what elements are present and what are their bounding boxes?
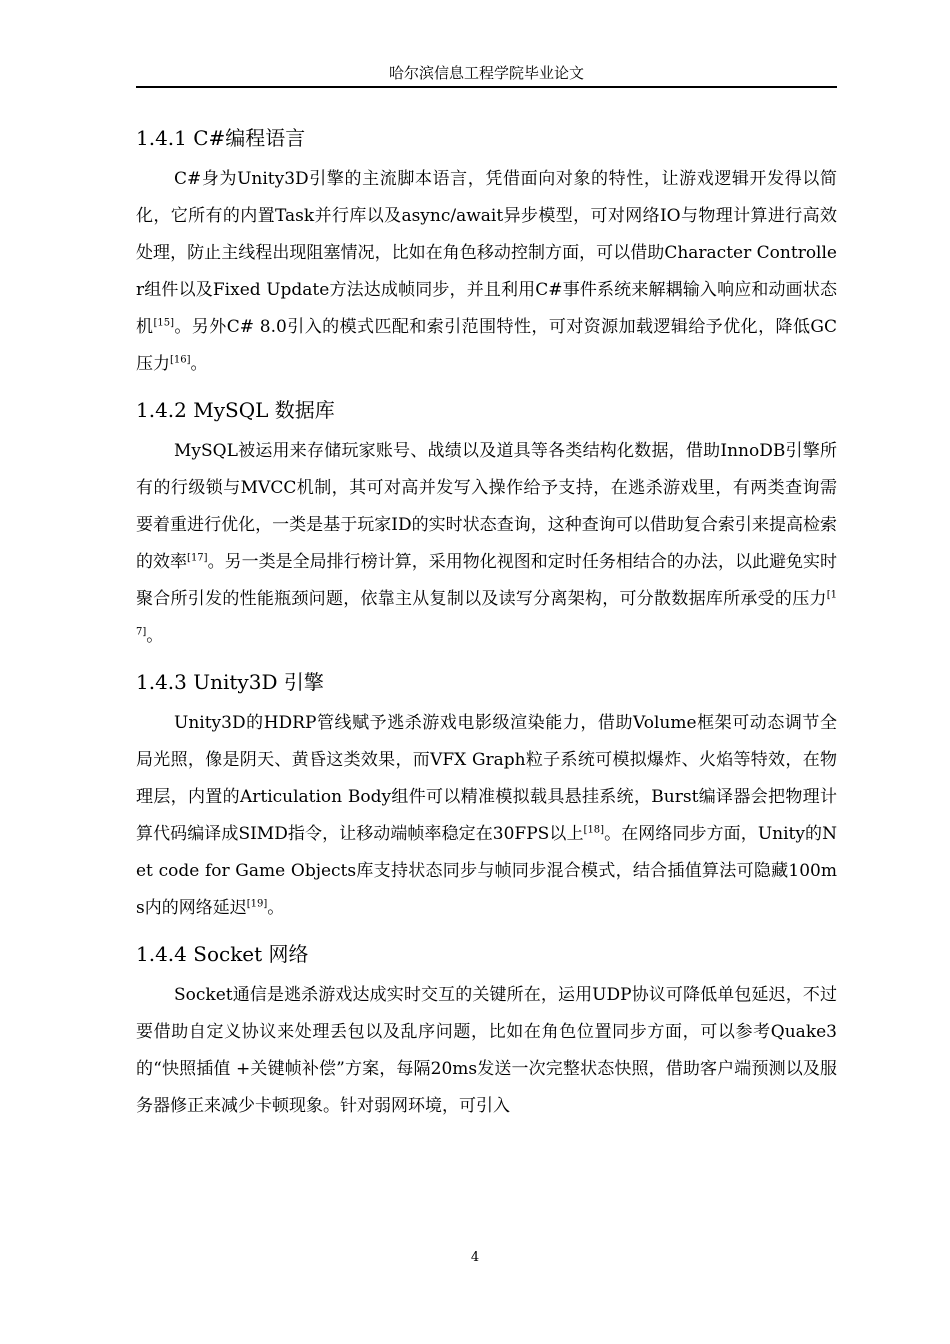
paragraph [136,702,837,934]
citation: [17] [187,552,208,564]
citation: [19] [246,898,268,910]
section-heading: 1.4.2 MySQL 数据库 [136,398,335,422]
citation: [17] [136,589,837,638]
paragraph [136,430,837,662]
text-run: 。 [267,898,285,918]
text-run: 。另外C# 8.0引入的模式匹配和索引范围特性，可对资源加载逻辑给予优化，降低GC压力 [136,317,837,374]
document-body [136,118,837,1132]
section-heading: 1.4.3 Unity3D 引擎 [136,670,324,694]
paragraph [136,158,837,390]
text-run: Unity3D的HDRP管线赋予逃杀游戏电影级渲染能力，借助Volume框架可动态调节全局光照，像是阴天、黄昏这类效果，而VFX Graph粒子系统可模拟爆炸、火焰等特效，在物理层，内置的Articulation Body组件可以精准模拟载具悬挂系统，Burst编译器会把物理计算代码编译成SIMD指令，让移动端帧率稳定在30FPS以上 [136,713,837,844]
text-run: 。另一类是全局排行榜计算，采用物化视图和定时任务相结合的办法，以此避免实时聚合所引发的性能瓶颈问题，依靠主从复制以及读写分离架构，可分散数据库所承受的压力 [136,552,838,609]
section-heading: 1.4.1 C#编程语言 [136,126,306,150]
citation: [15] [153,317,174,329]
page-number: 4 [470,1250,480,1265]
section-mysql [136,390,837,662]
paragraph [136,974,837,1132]
citation: [16] [170,354,191,366]
text-run: 。 [190,354,208,374]
section-unity3d [136,662,837,934]
section-csharp [136,118,837,390]
text-run: 。在网络同步方面，Unity的Net code for Game Objects库支持状态同步与帧同步混合模式，结合插值算法可隐藏100ms内的网络延迟 [136,824,837,918]
text-run: 。 [146,626,164,646]
page-header [136,62,837,88]
text-run: C#身为Unity3D引擎的主流脚本语言，凭借面向对象的特性，让游戏逻辑开发得以简化，它所有的内置Task并行库以及async/await异步模型，可对网络IO与物理计算进行高效处理，防止主线程出现阻塞情况，比如在角色移动控制方面，可以借助Character Controller组件以及Fixed Update方法达成帧同步，并且利用C#事件系统来解耦输入响应和动画状态机 [136,169,837,337]
header-title: 哈尔滨信息工程学院毕业论文 [388,64,584,82]
text-run: Socket通信是逃杀游戏达成实时交互的关键所在，运用UDP协议可降低单包延迟，不过要借助自定义协议来处理丢包以及乱序问题，比如在角色位置同步方面，可以参考Quake3的“快照插值 +关键帧补偿”方案，每隔20ms发送一次完整状态快照，借助客户端预测以及服务器修正来减少卡顿现象。针对弱网环境，可引入 [136,985,837,1116]
section-socket [136,934,837,1132]
citation: [18] [583,824,605,836]
text-run: MySQL被运用来存储玩家账号、战绩以及道具等各类结构化数据，借助InnoDB引擎所有的行级锁与MVCC机制，其可对高并发写入操作给予支持，在逃杀游戏里，有两类查询需要着重进行优化，一类是基于玩家ID的实时状态查询，这种查询可以借助复合索引来提高检索的效率 [136,441,837,572]
section-heading: 1.4.4 Socket 网络 [136,942,309,966]
